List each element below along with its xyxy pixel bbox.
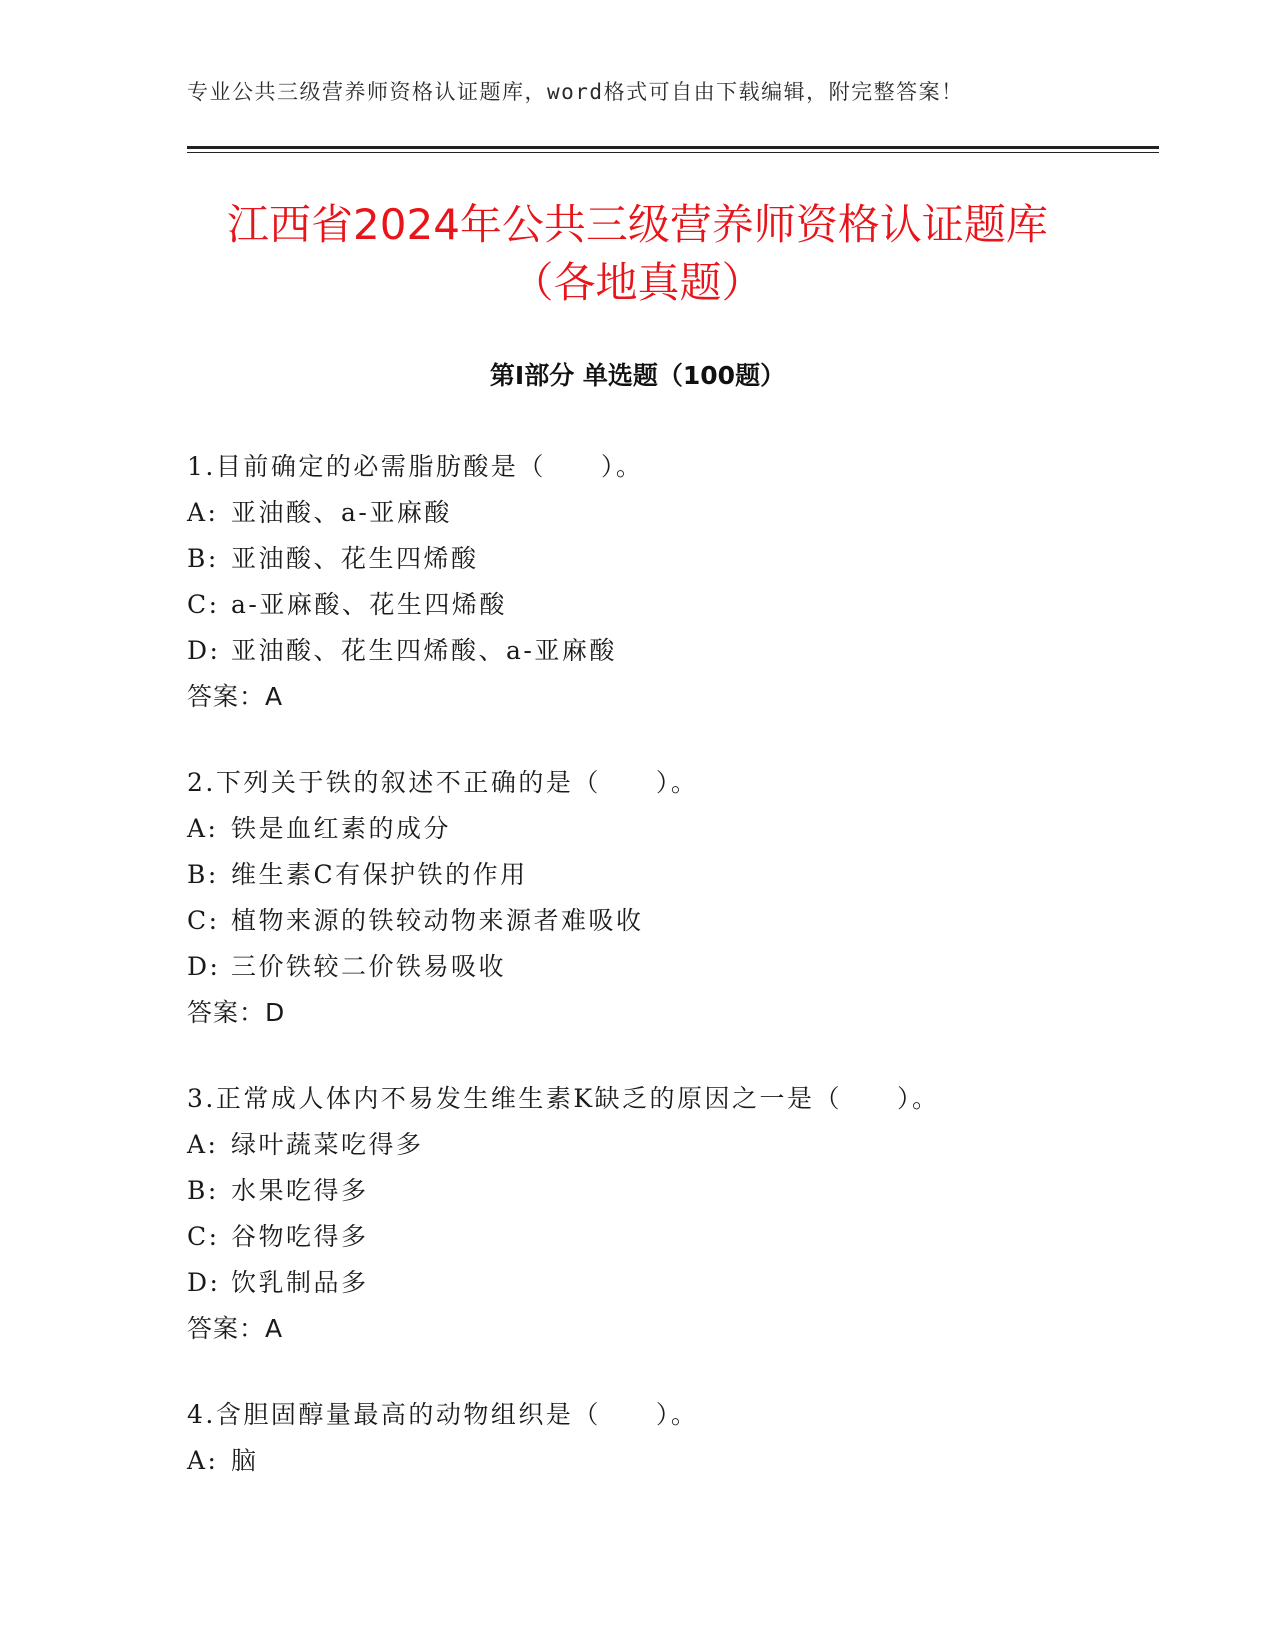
header-rule-thick [187,146,1159,149]
question-stem: 4.含胆固醇量最高的动物组织是（ ）。 [187,1400,699,1429]
option-key: A: [187,1446,219,1475]
option-d [187,944,1147,990]
document-title [120,196,1155,312]
option-d [187,628,1147,674]
option-text: 维生素C有保护铁的作用 [231,860,528,889]
option-key: C: [187,906,220,935]
question-list [187,444,1147,1524]
option-b [187,1168,1147,1214]
option-text: 绿叶蔬菜吃得多 [231,1130,424,1159]
question-4 [187,1392,1147,1484]
header-rule-thin [187,152,1159,153]
option-key: D: [187,952,221,981]
option-a [187,1438,1147,1484]
question-stem: 3.正常成人体内不易发生维生素K缺乏的原因之一是（ ）。 [187,1084,940,1113]
option-text: 亚油酸、花生四烯酸 [231,544,479,573]
option-a [187,490,1147,536]
option-text: 铁是血红素的成分 [231,814,452,843]
title-line-1: 江西省2024年公共三级营养师资格认证题库 [227,200,1048,249]
option-text: a-亚麻酸、花生四烯酸 [231,590,507,619]
option-b [187,852,1147,898]
option-key: D: [187,636,221,665]
option-key: B: [187,1176,219,1205]
question-1 [187,444,1147,720]
option-b [187,536,1147,582]
option-key: A: [187,1130,219,1159]
option-text: 三价铁较二价铁易吸收 [231,952,507,981]
option-key: C: [187,590,220,619]
option-key: C: [187,1222,220,1251]
option-text: 脑 [231,1446,259,1475]
answer-line: 答案：A [187,682,284,711]
question-2 [187,760,1147,1036]
option-key: D: [187,1268,221,1297]
answer-line: 答案：A [187,1314,284,1343]
option-d [187,1260,1147,1306]
option-text: 亚油酸、a-亚麻酸 [231,498,452,527]
question-3 [187,1076,1147,1352]
option-text: 植物来源的铁较动物来源者难吸收 [231,906,644,935]
option-text: 亚油酸、花生四烯酸、a-亚麻酸 [231,636,617,665]
option-text: 水果吃得多 [231,1176,369,1205]
option-key: A: [187,814,219,843]
answer-line: 答案：D [187,998,286,1027]
option-c [187,582,1147,628]
option-c [187,1214,1147,1260]
option-key: A: [187,498,219,527]
option-key: B: [187,544,219,573]
title-line-2: （各地真题） [511,258,764,307]
question-stem: 2.下列关于铁的叙述不正确的是（ ）。 [187,768,699,797]
option-a [187,806,1147,852]
option-a [187,1122,1147,1168]
question-stem: 1.目前确定的必需脂肪酸是（ ）。 [187,452,644,481]
page-header: 专业公共三级营养师资格认证题库，word格式可自由下载编辑，附完整答案！ [187,80,964,104]
section-title: 第Ⅰ部分 单选题（100题） [489,361,786,390]
option-c [187,898,1147,944]
option-key: B: [187,860,219,889]
option-text: 饮乳制品多 [231,1268,369,1297]
option-text: 谷物吃得多 [231,1222,369,1251]
